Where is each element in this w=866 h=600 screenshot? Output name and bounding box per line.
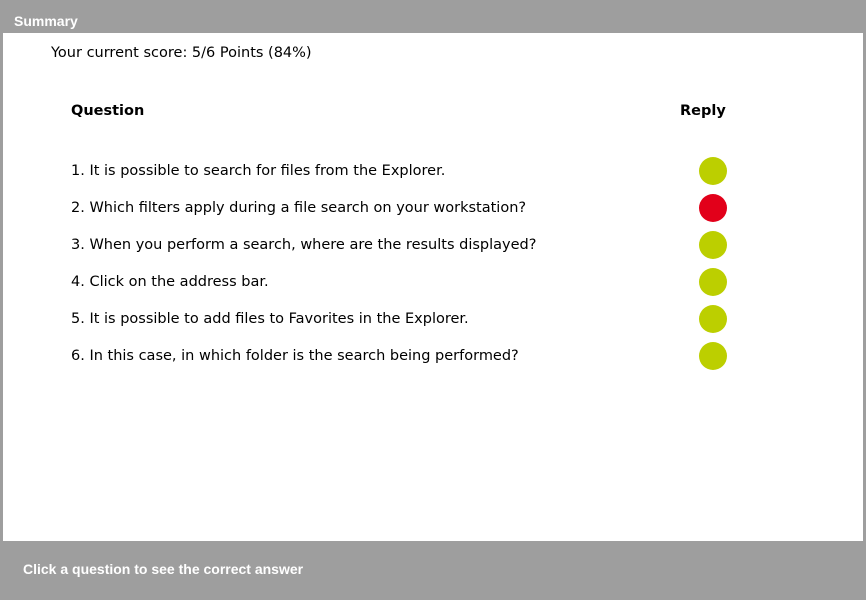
summary-footer xyxy=(0,541,866,600)
question-row[interactable] xyxy=(3,264,863,301)
question-text: 3. When you perform a search, where are the results displayed? xyxy=(71,237,537,253)
question-row[interactable] xyxy=(3,227,863,264)
question-text: 2. Which filters apply during a file search on your workstation? xyxy=(71,200,527,216)
question-row[interactable] xyxy=(3,190,863,227)
correct-status-icon xyxy=(699,268,727,296)
question-text: 4. Click on the address bar. xyxy=(71,274,269,290)
correct-status-icon xyxy=(699,231,727,259)
incorrect-status-icon xyxy=(699,194,727,222)
question-text: 6. In this case, in which folder is the search being performed? xyxy=(71,348,519,364)
question-row[interactable] xyxy=(3,153,863,190)
correct-status-icon xyxy=(699,342,727,370)
summary-panel xyxy=(3,33,863,541)
question-row[interactable] xyxy=(3,338,863,375)
correct-status-icon xyxy=(699,157,727,185)
correct-status-icon xyxy=(699,305,727,333)
summary-header xyxy=(0,0,866,33)
question-text: 1. It is possible to search for files from the Explorer. xyxy=(71,163,446,179)
question-list xyxy=(3,153,863,375)
reply-column-header: Reply xyxy=(680,103,726,119)
question-text: 5. It is possible to add files to Favorites in the Explorer. xyxy=(71,311,469,327)
summary-title: Summary xyxy=(14,13,78,29)
footer-hint: Click a question to see the correct answer xyxy=(23,561,304,577)
question-column-header: Question xyxy=(71,103,145,119)
current-score: Your current score: 5/6 Points (84%) xyxy=(51,45,312,61)
question-row[interactable] xyxy=(3,301,863,338)
